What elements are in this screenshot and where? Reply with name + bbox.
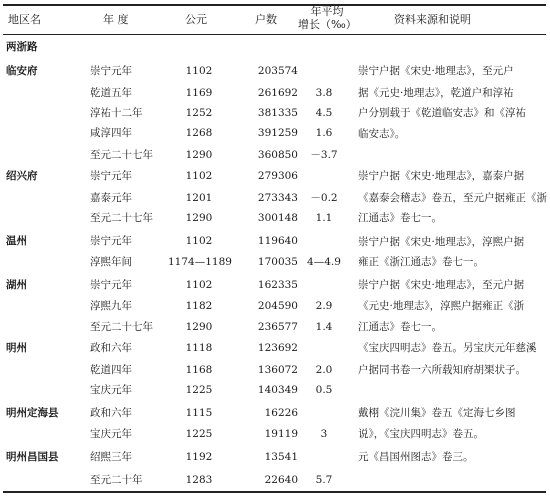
row-era: 至元二十七年 [90,212,153,224]
note-line: 说》，《宝庆四明志》卷五。 [358,428,484,440]
row-year: 1102 [185,235,213,247]
row-year: 1174—1189 [168,256,232,268]
note-line: 江通志》卷七一。 [358,321,442,333]
row-year: 1225 [185,384,213,396]
row-region: 临安府 [6,65,38,77]
row-year: 1290 [185,321,213,333]
row-era: 政和六年 [90,407,132,419]
row-era: 宝庆元年 [90,428,132,440]
row-households: 279306 [257,170,298,182]
row-era: 崇宁元年 [90,235,132,247]
header-region: 地区名 [8,13,41,26]
note-line: 江通志》卷七一。 [358,212,442,224]
row-households: 22640 [264,474,298,486]
row-era: 政和六年 [90,342,132,354]
row-growth: 1.1 [315,212,333,224]
row-year: 1182 [185,300,213,312]
note-line: 《元史·地理志》，淳熙户据雍正《浙 [358,300,525,312]
row-households: 204590 [257,300,298,312]
row-era: 淳熙九年 [90,300,132,312]
note-line: 崇宁户据《宋史·地理志》，嘉泰户据 [358,170,525,182]
section-label: 两浙路 [6,41,38,53]
row-era: 咸淳四年 [90,127,132,139]
row-region: 明州昌国县 [6,451,59,463]
header-growth-line2: 增长（‰） [298,18,357,31]
row-households: 236577 [257,321,298,333]
note-line: 雍正《浙江通志》卷七一。 [358,256,484,268]
row-year: 1102 [185,170,213,182]
row-households: 140349 [257,384,298,396]
row-era: 至元二十年 [90,474,143,486]
row-era: 淳祐十二年 [90,107,143,119]
note-line: 元《昌国州图志》卷三。 [358,451,474,463]
row-year: 1102 [185,65,213,77]
row-year: 1192 [185,451,213,463]
row-growth: 3.8 [315,87,333,99]
row-households: 273343 [257,192,298,204]
row-region: 温州 [6,235,27,247]
row-year: 1225 [185,428,213,440]
row-year: 1168 [185,364,213,376]
row-year: 1115 [185,407,213,419]
row-year: 1283 [185,474,213,486]
row-year: 1268 [185,127,213,139]
note-line: 户分别载于《乾道临安志》和《淳祐 [358,107,526,119]
header-era: 年 度 [103,13,129,26]
row-growth: 4.5 [315,107,333,119]
row-growth: 5.7 [315,474,333,486]
row-households: 16226 [264,407,298,419]
row-households: 360850 [257,149,298,161]
note-line: 崇宁户据《宋史·地理志》，淳熙户据 [358,236,525,248]
row-growth: 1.4 [315,321,333,333]
row-year: 1290 [185,212,213,224]
row-growth: 4—4.9 [307,256,341,268]
row-era: 崇宁元年 [90,170,132,182]
row-year: 1252 [185,107,213,119]
row-region: 明州定海县 [6,407,59,419]
row-region: 绍兴府 [6,170,38,182]
row-households: 261692 [257,87,298,99]
note-line: 临安志》。 [358,128,406,140]
note-line: 崇宁户据《宋史·地理志》，至元户 [358,65,514,77]
row-year: 1102 [185,279,213,291]
table-top-rule [3,4,546,6]
header-households: 户数 [255,13,277,26]
row-era: 乾道四年 [90,364,132,376]
note-line: 据《元史·地理志》，乾道户和淳祐 [358,87,514,99]
row-region: 明州 [6,342,27,354]
row-region: 湖州 [6,279,27,291]
header-growth-line1: 年平均 [310,5,344,18]
row-year: 1290 [185,149,213,161]
row-growth: 1.6 [315,127,333,139]
note-line: 《嘉泰会稽志》卷五，至元户据雍正《浙 [358,192,547,204]
row-year: 1118 [185,342,213,354]
row-era: 绍熙三年 [90,451,132,463]
row-households: 123692 [257,342,298,354]
row-households: 170035 [257,256,298,268]
header-source: 资料来源和说明 [394,13,471,26]
row-growth: －0.2 [310,192,338,204]
row-households: 391259 [257,127,298,139]
row-households: 162335 [257,279,298,291]
row-era: 至元二十七年 [90,149,153,161]
note-line: 戴栩《浣川集》卷五《定海七乡图 [358,407,516,419]
row-era: 崇宁元年 [90,279,132,291]
note-line: 户据同书卷一六所载知府胡榘状子。 [358,364,526,376]
row-year: 1201 [185,192,213,204]
row-era: 至元二十七年 [90,321,153,333]
row-households: 13541 [264,451,298,463]
row-households: 19119 [264,428,298,440]
row-growth: 2.9 [315,300,333,312]
header-rule [3,34,546,35]
row-households: 119640 [257,235,298,247]
row-era: 淳熙年间 [90,256,132,268]
row-households: 136072 [257,364,298,376]
row-year: 1169 [185,87,213,99]
header-year: 公元 [185,13,207,26]
row-era: 乾道五年 [90,87,132,99]
row-era: 宝庆元年 [90,384,132,396]
row-households: 381335 [257,107,298,119]
row-households: 203574 [257,65,298,77]
note-line: 《宝庆四明志》卷五。另宝庆元年慈溪 [358,342,537,354]
row-growth: 3 [320,428,328,440]
row-growth: －3.7 [310,149,338,161]
row-era: 嘉泰元年 [90,192,132,204]
row-growth: 0.5 [315,384,333,396]
row-households: 300148 [257,212,298,224]
row-growth: 2.0 [315,364,333,376]
table-bottom-rule [3,491,546,493]
note-line: 崇宁户据《宋史·地理志》，至元户据 [358,279,525,291]
row-era: 崇宁元年 [90,65,132,77]
